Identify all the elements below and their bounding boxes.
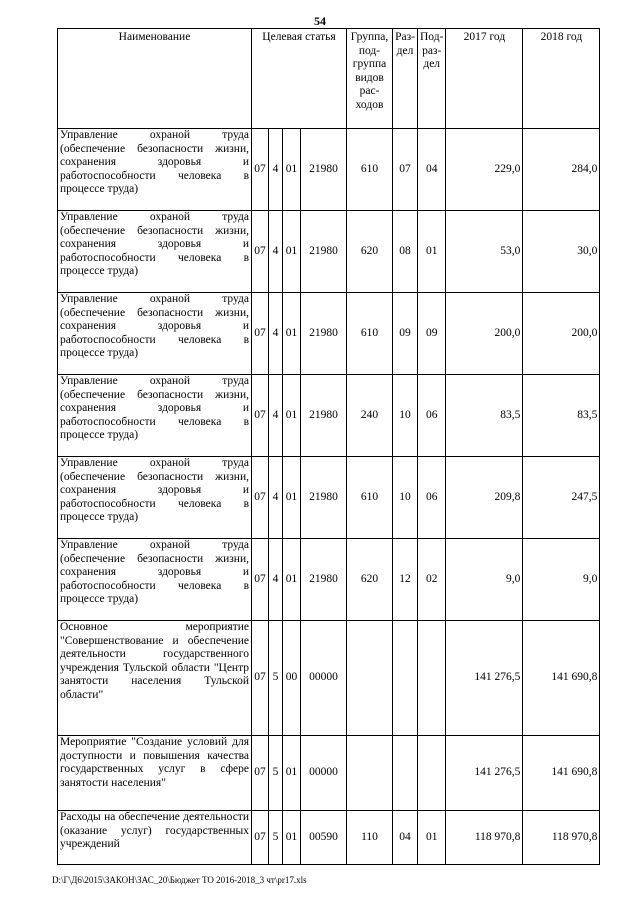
page-number: 54 (314, 14, 326, 28)
target-article-subprogram: 4 (269, 129, 283, 211)
amount-2018: 9,0 (523, 539, 600, 621)
amount-2018: 284,0 (523, 129, 600, 211)
subsection (418, 621, 446, 736)
subsection: 01 (418, 211, 446, 293)
row-name: Управление охраной труда (обеспечение безопасности жизни, сохранения здоровья и работоспособности человека в процессе труда) (58, 129, 252, 211)
table-header-row (58, 29, 600, 129)
section: 12 (393, 539, 418, 621)
target-article-program: 07 (252, 621, 269, 736)
target-article-direction: 21980 (301, 129, 347, 211)
expense-group (347, 736, 393, 811)
target-article-program: 07 (252, 129, 269, 211)
header-name: Наименование (58, 29, 252, 129)
table-row (58, 129, 600, 211)
expense-group: 110 (347, 811, 393, 865)
table-row (58, 375, 600, 457)
header-subsection: Под- раз- дел (418, 29, 446, 129)
amount-2017: 9,0 (446, 539, 523, 621)
table-row (58, 293, 600, 375)
row-name: Основное мероприятие "Совершенствование и обеспечение деятельности государственного учреждения Тульской области "Центр занятости населения Тульской области" (58, 621, 252, 736)
target-article-event: 01 (283, 539, 301, 621)
header-year-2018: 2018 год (523, 29, 600, 129)
header-section: Раз- дел (393, 29, 418, 129)
section: 04 (393, 811, 418, 865)
subsection: 09 (418, 293, 446, 375)
target-article-program: 07 (252, 736, 269, 811)
amount-2017: 229,0 (446, 129, 523, 211)
subsection: 06 (418, 375, 446, 457)
amount-2017: 118 970,8 (446, 811, 523, 865)
row-name: Управление охраной труда (обеспечение безопасности жизни, сохранения здоровья и работоспособности человека в процессе труда) (58, 375, 252, 457)
amount-2018: 141 690,8 (523, 621, 600, 736)
target-article-event: 01 (283, 811, 301, 865)
section: 09 (393, 293, 418, 375)
table-row (58, 211, 600, 293)
row-name: Управление охраной труда (обеспечение безопасности жизни, сохранения здоровья и работоспособности человека в процессе труда) (58, 211, 252, 293)
target-article-subprogram: 5 (269, 736, 283, 811)
target-article-subprogram: 4 (269, 457, 283, 539)
target-article-subprogram: 4 (269, 211, 283, 293)
amount-2018: 200,0 (523, 293, 600, 375)
subsection (418, 736, 446, 811)
row-name: Управление охраной труда (обеспечение безопасности жизни, сохранения здоровья и работоспособности человека в процессе труда) (58, 539, 252, 621)
amount-2017: 200,0 (446, 293, 523, 375)
target-article-program: 07 (252, 375, 269, 457)
subsection: 06 (418, 457, 446, 539)
target-article-direction: 00000 (301, 621, 347, 736)
target-article-direction: 00000 (301, 736, 347, 811)
amount-2018: 141 690,8 (523, 736, 600, 811)
section: 07 (393, 129, 418, 211)
budget-table (57, 28, 600, 865)
expense-group: 620 (347, 539, 393, 621)
target-article-program: 07 (252, 293, 269, 375)
table-row (58, 457, 600, 539)
amount-2017: 141 276,5 (446, 621, 523, 736)
subsection: 02 (418, 539, 446, 621)
section: 10 (393, 457, 418, 539)
section (393, 621, 418, 736)
amount-2017: 53,0 (446, 211, 523, 293)
amount-2018: 83,5 (523, 375, 600, 457)
expense-group: 610 (347, 457, 393, 539)
row-name: Управление охраной труда (обеспечение безопасности жизни, сохранения здоровья и работоспособности человека в процессе труда) (58, 457, 252, 539)
row-name: Расходы на обеспечение деятельности (оказание услуг) государственных учреждений (58, 811, 252, 865)
target-article-direction: 21980 (301, 293, 347, 375)
target-article-program: 07 (252, 457, 269, 539)
target-article-subprogram: 4 (269, 539, 283, 621)
target-article-direction: 21980 (301, 211, 347, 293)
row-name: Управление охраной труда (обеспечение безопасности жизни, сохранения здоровья и работоспособности человека в процессе труда) (58, 293, 252, 375)
target-article-program: 07 (252, 811, 269, 865)
target-article-program: 07 (252, 539, 269, 621)
file-path-footer: D:\Г\Д6\2015\ЗАКОН\ЗАС_20\Бюджет ТО 2016-2018_3 чт\pr17.xls (52, 875, 307, 885)
table-body (58, 129, 600, 865)
table-row (58, 621, 600, 736)
expense-group (347, 621, 393, 736)
table-row (58, 539, 600, 621)
target-article-subprogram: 4 (269, 293, 283, 375)
amount-2018: 30,0 (523, 211, 600, 293)
section: 10 (393, 375, 418, 457)
target-article-event: 00 (283, 621, 301, 736)
amount-2017: 209,8 (446, 457, 523, 539)
header-year-2017: 2017 год (446, 29, 523, 129)
expense-group: 610 (347, 129, 393, 211)
target-article-direction: 00590 (301, 811, 347, 865)
expense-group: 620 (347, 211, 393, 293)
target-article-direction: 21980 (301, 539, 347, 621)
target-article-event: 01 (283, 211, 301, 293)
target-article-subprogram: 5 (269, 811, 283, 865)
amount-2018: 247,5 (523, 457, 600, 539)
table-row (58, 811, 600, 865)
subsection: 01 (418, 811, 446, 865)
expense-group: 610 (347, 293, 393, 375)
header-target-article: Целевая статья (252, 29, 347, 129)
section (393, 736, 418, 811)
subsection: 04 (418, 129, 446, 211)
target-article-direction: 21980 (301, 457, 347, 539)
target-article-event: 01 (283, 293, 301, 375)
table-row (58, 736, 600, 811)
row-name: Мероприятие "Создание условий для доступности и повышения качества государственных услуг в сфере занятости населения" (58, 736, 252, 811)
target-article-subprogram: 5 (269, 621, 283, 736)
target-article-event: 01 (283, 736, 301, 811)
section: 08 (393, 211, 418, 293)
target-article-program: 07 (252, 211, 269, 293)
target-article-event: 01 (283, 375, 301, 457)
target-article-subprogram: 4 (269, 375, 283, 457)
amount-2018: 118 970,8 (523, 811, 600, 865)
amount-2017: 83,5 (446, 375, 523, 457)
amount-2017: 141 276,5 (446, 736, 523, 811)
target-article-event: 01 (283, 457, 301, 539)
expense-group: 240 (347, 375, 393, 457)
target-article-event: 01 (283, 129, 301, 211)
target-article-direction: 21980 (301, 375, 347, 457)
header-group: Группа, под- группа видов рас- ходов (347, 29, 393, 129)
